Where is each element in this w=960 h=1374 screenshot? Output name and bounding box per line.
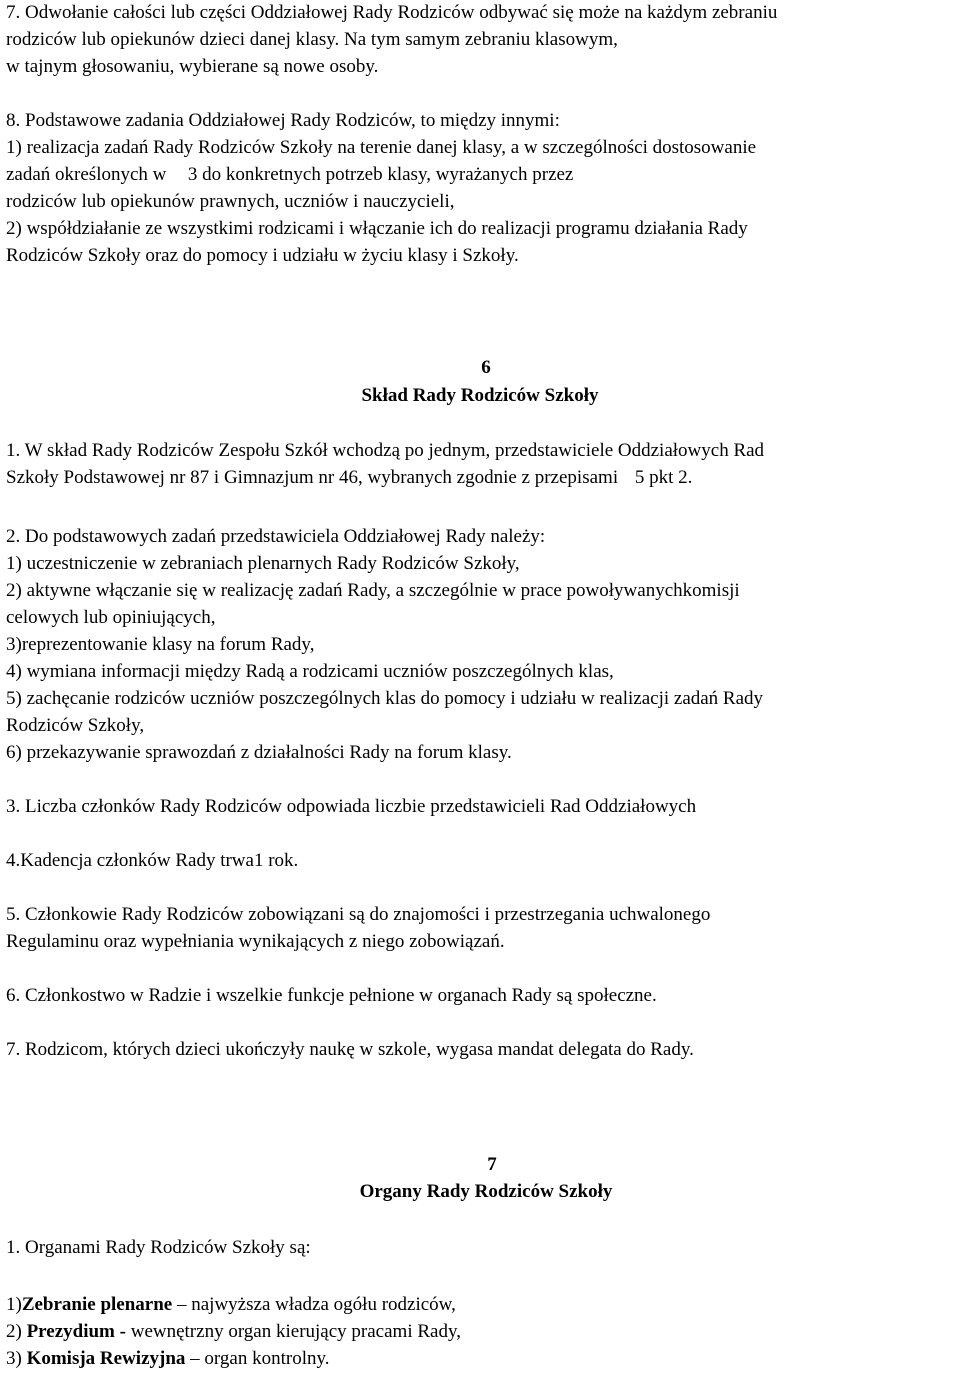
text-line: 6) przekazywanie sprawozdań z działalności Rady na forum klasy. (6, 742, 512, 763)
text-line: 7. Rodzicom, których dzieci ukończyły naukę w szkole, wygasa mandat delegata do Rady. (6, 1039, 694, 1060)
text-line (6, 164, 573, 186)
text-line (6, 467, 692, 489)
section-number (0, 356, 960, 380)
text-line: 8. Podstawowe zadania Oddziałowej Rady Rodziców, to między innymi: (6, 110, 560, 131)
text-line: 4) wymiana informacji między Radą a rodzicami uczniów poszczególnych klas, (6, 661, 614, 682)
organ-desc: – najwyższa władza ogółu rodziców, (172, 1294, 456, 1315)
text-line: 2. Do podstawowych zadań przedstawiciela Oddziałowej Rady należy: (6, 526, 546, 547)
text-line: 5) zachęcanie rodziców uczniów poszczególnych klas do pomocy i udziału w realizacji zadań Rady (6, 688, 764, 709)
text-line: 4.Kadencja członków Rady trwa1 rok. (6, 850, 299, 871)
text-fragment: 5 pkt 2. (634, 467, 693, 488)
text-line: w tajnym głosowaniu, wybierane są nowe osoby. (6, 56, 379, 77)
text-line: Regulaminu oraz wypełniania wynikających z niego zobowiązań. (6, 931, 505, 952)
organ-name: Komisja Rewizyjna (26, 1348, 186, 1369)
section-title: Skład Rady Rodziców Szkoły (361, 385, 599, 406)
text-line: 1. W skład Rady Rodziców Zespołu Szkół wchodzą po jednym, przedstawiciele Oddziałowych Rad (6, 440, 765, 461)
text-line: rodziców lub opiekunów prawnych, uczniów i nauczycieli, (6, 191, 455, 212)
text-line: 3)reprezentowanie klasy na forum Rady, (6, 634, 315, 655)
list-item (6, 1321, 461, 1343)
text-line: rodziców lub opiekunów dzieci danej klasy. Na tym samym zebraniu klasowym, (6, 29, 618, 50)
section-number (6, 1153, 960, 1177)
text-line: Rodziców Szkoły, (6, 715, 145, 736)
text-line: 2) aktywne włączanie się w realizację zadań Rady, a szczególnie w prace powoływanychkomisji (6, 580, 740, 601)
organ-name: Zebranie plenarne (21, 1294, 173, 1315)
list-prefix: 1) (6, 1294, 22, 1315)
list-prefix: 3) (6, 1348, 27, 1369)
text-fragment: Szkoły Podstawowej nr 87 i Gimnazjum nr 46, wybranych zgodnie z przepisami (6, 467, 619, 488)
text-fragment: 3 do konkretnych potrzeb klasy, wyrażanych przez (187, 164, 574, 185)
organ-desc: wewnętrzny organ kierujący pracami Rady, (125, 1321, 461, 1342)
organ-name: Prezydium - (26, 1321, 126, 1342)
section-number-text: 7 (487, 1154, 497, 1175)
text-line: Rodziców Szkoły oraz do pomocy i udziału w życiu klasy i Szkoły. (6, 245, 519, 266)
section-number-text: 6 (481, 357, 491, 378)
organ-desc: – organ kontrolny. (185, 1348, 330, 1369)
text-fragment: zadań określonych w (6, 164, 167, 185)
text-line: 1. Organami Rady Rodziców Szkoły są: (6, 1237, 311, 1258)
text-line: 6. Członkostwo w Radzie i wszelkie funkcje pełnione w organach Rady są społeczne. (6, 985, 657, 1006)
text-line: 7. Odwołanie całości lub części Oddziałowej Rady Rodziców odbywać się może na każdym zebraniu (6, 2, 778, 23)
section-title: Organy Rady Rodziców Szkoły (359, 1181, 613, 1202)
text-line: 5. Członkowie Rady Rodziców zobowiązani są do znajomości i przestrzegania uchwalonego (6, 904, 711, 925)
text-line: celowych lub opiniujących, (6, 607, 216, 628)
list-prefix: 2) (6, 1321, 27, 1342)
text-line: 3. Liczba członków Rady Rodziców odpowiada liczbie przedstawicieli Rad Oddziałowych (6, 796, 697, 817)
text-line: 1) uczestniczenie w zebraniach plenarnych Rady Rodziców Szkoły, (6, 553, 520, 574)
list-item (6, 1294, 456, 1316)
list-item (6, 1348, 330, 1370)
text-line: 1) realizacja zadań Rady Rodziców Szkoły na terenie danej klasy, a w szczególności dostosowanie (6, 137, 757, 158)
text-line: 2) współdziałanie ze wszystkimi rodzicami i włączanie ich do realizacji programu działania Rady (6, 218, 748, 239)
